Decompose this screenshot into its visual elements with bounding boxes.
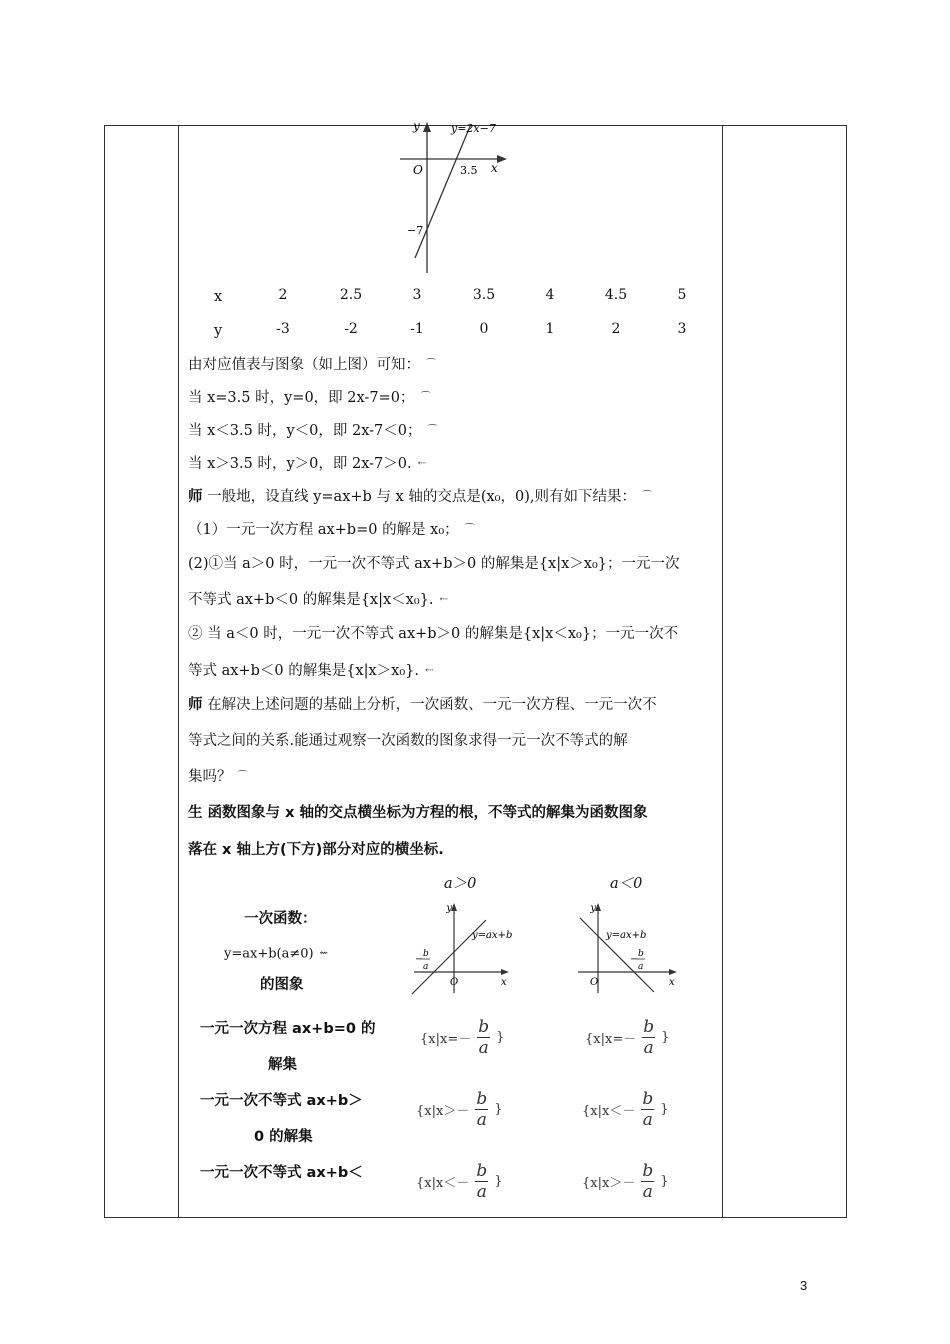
column-divider-right [722,125,723,1218]
y-cell: 3 [677,321,687,337]
intercept-minus: − [415,954,424,965]
text-line: 由对应值表与图象（如上图）可知： ⌒ [188,357,436,373]
fraction: $\frac{b}{a}$ [476,1089,488,1130]
column-header-a-negative: a＜0 [610,876,643,892]
y-cell: 2 [611,321,621,337]
line-label: y=2x−7 [451,122,496,135]
intercept-num: b [638,949,644,959]
text-line: 落在 x 轴上方(下方)部分对应的横坐标. [188,842,444,858]
text-line: 等式之间的关系.能通过观察一次函数的图象求得一元一次不等式的解 [188,733,628,749]
y-row-label: y [214,323,223,339]
y-axis-arrow [423,122,431,132]
y-cell: -2 [344,321,358,337]
intercept-den: a [423,962,429,972]
x-cell: 5 [677,287,687,303]
paragraph-mark-icon: ⌒ [641,491,652,502]
text-line: 不等式 ax+b＜0 的解集是{x|x＜x₀}. ⇠ [188,592,448,608]
intercept-minus: − [630,954,639,965]
fraction: $\frac{b}{a}$ [643,1017,655,1058]
intercept-num: b [423,949,429,959]
page-number: 3 [800,1278,808,1293]
paragraph-mark-icon: ⇠ [439,594,448,605]
text-line: 当 x=3.5 时，y=0，即 2x-7=0； ⌒ [188,390,431,406]
x-cell: 3 [412,287,422,303]
origin-label: O [413,163,423,177]
text-line: （1）一元一次方程 ax+b=0 的解是 x₀； ⌒ [188,522,475,538]
column-divider-left [178,125,179,1218]
paragraph-mark-icon: ⇠ [417,458,426,469]
linear-function-graph [395,118,515,278]
x-axis-arrow [669,969,677,975]
text-line: ② 当 a＜0 时，一元一次不等式 ax+b＞0 的解集是{x|x＜x₀}；一元一次不 [188,626,679,642]
intercept-den: a [638,962,644,972]
x-cell: 3.5 [472,287,496,303]
paragraph-mark-icon: ⌒ [464,524,475,535]
row-label: 一元一次方程 ax+b=0 的 [200,1021,376,1037]
text-line: 集吗？ ⌒ [188,769,248,785]
x-cell: 4 [545,287,555,303]
text-line: 师 在解决上述问题的基础上分析，一次函数、一元一次方程、一元一次不 [188,697,657,713]
solution-set: {x|x=－ $\frac{b}{a}$ } [585,1017,670,1058]
graph-a-positive [406,898,516,998]
paragraph-mark-icon: ⌒ [237,771,248,782]
text-line: 当 x＞3.5 时，y＞0，即 2x-7＞0. ⇠ [188,456,426,472]
row-label: 解集 [268,1057,297,1073]
solution-set: {x|x＞－ $\frac{b}{a}$ } [582,1161,669,1202]
y-intercept-label: −7 [407,224,424,237]
x-cell: 4.5 [604,287,628,303]
row-label: 的图象 [260,977,304,993]
line-label: y=ax+b [606,930,647,941]
text-line: (2)①当 a＞0 时，一元一次不等式 ax+b＞0 的解集是{x|x＞x₀}；一元一次 [188,556,680,572]
solution-set: {x|x＜－ $\frac{b}{a}$ } [582,1089,669,1130]
x-row-label: x [214,289,223,305]
x-axis-arrow [501,969,509,975]
text-line: 师 一般地，设直线 y=ax+b 与 x 轴的交点是(x₀，0),则有如下结果： ⌒ [188,489,652,505]
x-axis-label: x [501,977,507,988]
paragraph-mark-icon: ⇜ [319,948,328,959]
x-axis-label: x [669,977,675,988]
y-cell: -3 [276,321,290,337]
row-label: 一元一次不等式 ax+b＜ [200,1165,363,1181]
fraction: $\frac{b}{a}$ [642,1089,654,1130]
paragraph-mark-icon: ⌒ [427,425,438,436]
row-label: 一元一次不等式 ax+b＞ [200,1093,363,1109]
paragraph-mark-icon: ⌒ [426,359,436,370]
solution-set: {x|x＜－ $\frac{b}{a}$ } [416,1161,503,1202]
x-intercept-label: 3.5 [460,164,478,177]
column-header-a-positive: a＞0 [444,876,477,892]
y-axis-label: y [413,119,420,133]
function-line [415,124,471,258]
y-axis-label: y [590,903,596,914]
row-label: 一次函数： [244,911,317,927]
y-axis-label: y [446,903,452,914]
solution-set: {x|x=－ $\frac{b}{a}$ } [420,1017,505,1058]
x-axis-arrow [497,155,507,163]
fraction: $\frac{b}{a}$ [478,1017,490,1058]
paragraph-mark-icon: ⇠ [425,665,434,676]
line-label: y=ax+b [472,930,513,941]
origin-label: O [590,977,599,988]
paragraph-mark-icon: ⌒ [420,392,431,403]
solution-set: {x|x＞－ $\frac{b}{a}$ } [416,1089,503,1130]
text-line: 等式 ax+b＜0 的解集是{x|x＞x₀}. ⇠ [188,663,434,679]
x-cell: 2.5 [339,287,363,303]
row-label: y=ax+b(a≠0) ⇜ [224,944,328,965]
origin-label: O [450,977,459,988]
fraction: $\frac{b}{a}$ [642,1161,654,1202]
y-cell: 0 [479,321,489,337]
text-line: 生 函数图象与 x 轴的交点横坐标为方程的根，不等式的解集为函数图象 [188,805,648,821]
y-cell: -1 [410,321,424,337]
graph-a-negative [574,898,684,998]
row-label: 0 的解集 [254,1129,313,1145]
text-line: 当 x＜3.5 时，y＜0，即 2x-7＜0； ⌒ [188,423,438,439]
fraction: $\frac{b}{a}$ [476,1161,488,1202]
x-cell: 2 [278,287,288,303]
y-cell: 1 [545,321,555,337]
x-axis-label: x [491,161,498,175]
